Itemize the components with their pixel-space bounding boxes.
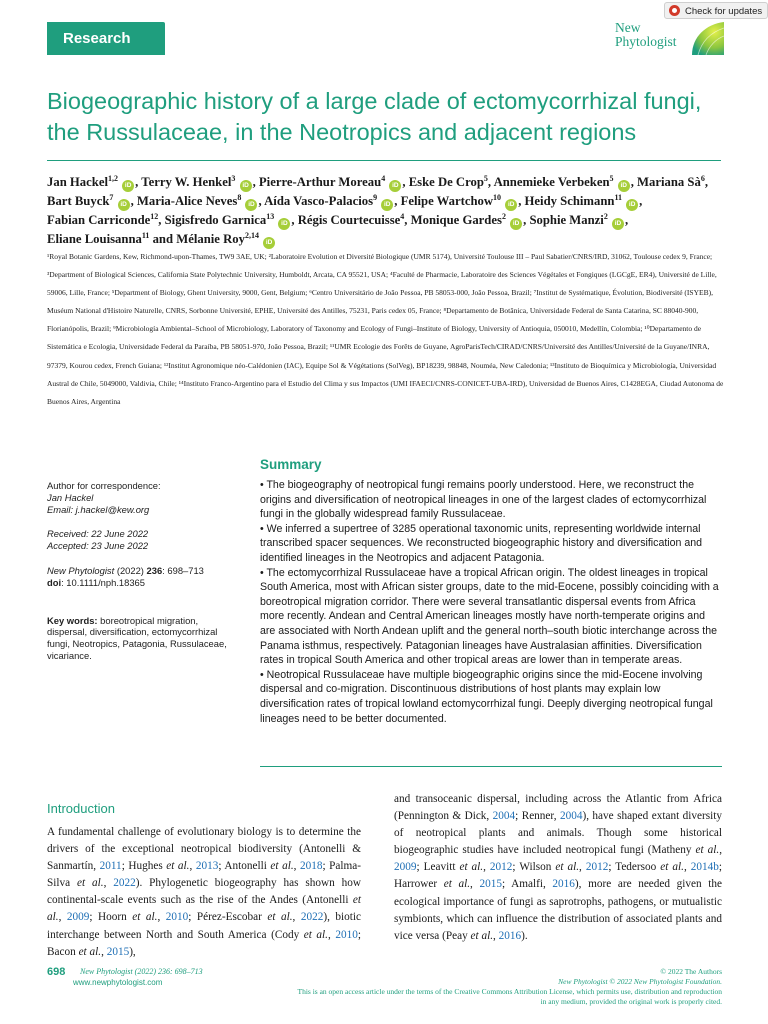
introduction-heading: Introduction: [47, 801, 115, 816]
affiliation-sup: 2,14: [244, 230, 259, 240]
body-text: ,: [683, 861, 691, 874]
et-al: et al.: [459, 861, 484, 874]
journal-logo-line1: New: [615, 20, 641, 35]
body-text: ,: [103, 877, 114, 890]
author: [529, 213, 625, 227]
orcid-icon[interactable]: iD: [626, 199, 638, 211]
citation-link[interactable]: 2004: [492, 810, 516, 823]
author: [298, 213, 405, 227]
copyright-line2: New Phytologist © 2022 New Phytologist Foundation.: [558, 977, 722, 986]
correspondence-label: Author for correspondence:: [47, 480, 161, 491]
body-text: ,: [719, 844, 722, 857]
affiliation-sup: 13: [266, 211, 275, 221]
affiliation-sup: 5: [609, 173, 614, 183]
affiliation-sup: 11: [614, 192, 622, 202]
body-text: A fundamental challenge of evolutionary biology is to determine the drivers of the exceptional neotropical biodiversity (Antonelli & Sanmartín,: [47, 826, 361, 873]
body-text: ; Hoorn: [89, 911, 133, 924]
et-al: et al.: [470, 929, 494, 942]
body-text: ; Tedersoo: [608, 861, 661, 874]
body-text: ; Bacon: [47, 928, 361, 958]
et-al: et al.: [166, 860, 190, 873]
body-text: ,: [101, 945, 107, 958]
author-name: Mariana Sà: [637, 175, 701, 189]
summary-body: [260, 478, 722, 726]
body-text: ), biotic interchange between North and South America (Cody: [47, 911, 362, 941]
body-text: ). Phylogenetic biogeography has shown how continental-scale events such as the rise of the Andes (Antonelli: [47, 877, 361, 907]
author: [141, 175, 252, 189]
orcid-icon[interactable]: iD: [381, 199, 393, 211]
et-al: et al.: [132, 911, 158, 924]
citation-link[interactable]: 2012: [489, 861, 513, 874]
author-name: Pierre-Arthur Moreau: [258, 175, 382, 189]
author: [411, 213, 523, 227]
et-al: et al.: [267, 911, 293, 924]
affiliation-sup: 4: [400, 211, 405, 221]
author-name: Eske De Crop: [408, 175, 484, 189]
author-name: Aída Vasco-Palacios: [264, 194, 374, 208]
summary-bullet: • The ectomycorrhizal Russulaceae have a tropical African origin. The oldest lineages in tropical South America, most with African sister groups, date to the mid-Eocene, possibly coinciding with a boreotropical migration corridor. There were several transatlantic dispersal events from Africa more recently. Andean and Central American lineages mostly have north-temperate origins and are associated with North Andean uplift and the general north–south biotic interchange across the Panama isthmus, respectively. Patagonian lineages have Australasian affinities. Diversification rates in tropical South America and other tropical areas are lower than in temperate areas.: [260, 566, 719, 667]
author: [409, 175, 488, 189]
author-name: Felipe Wartchow: [400, 194, 494, 208]
correspondence-name: Jan Hackel: [47, 491, 94, 503]
author-name: Monique Gardes: [410, 213, 502, 227]
author: [525, 194, 640, 208]
author-name: Eliane Louisanna: [47, 232, 142, 246]
affiliation-sup: 11: [141, 230, 150, 240]
footer-citation: New Phytologist (2022) 236: 698–713: [80, 967, 203, 976]
citation-link[interactable]: 2016: [552, 878, 575, 891]
body-text: ; Renner,: [515, 810, 560, 823]
summary-divider: [260, 766, 722, 767]
affiliation-sup: 2: [501, 211, 506, 221]
citation-link[interactable]: 2016: [498, 929, 522, 942]
article-info-sidebar: [47, 480, 237, 675]
author-name: Sigisfredo Garnica: [164, 213, 267, 227]
keywords-label: Key words:: [47, 614, 98, 626]
body-text: ,: [58, 911, 67, 924]
et-al: et al.: [695, 844, 720, 857]
affiliation-sup: 8: [237, 192, 242, 202]
correspondence-block: [47, 480, 237, 515]
orcid-icon[interactable]: iD: [612, 218, 624, 230]
author: [637, 175, 705, 189]
orcid-icon[interactable]: iD: [510, 218, 522, 230]
body-text: ), have shaped extant diversity of neotropical plants and animals. Though some historical biogeographic studies have included neotropical fungi (Matheny: [394, 810, 722, 857]
citation-link[interactable]: 2009: [66, 911, 90, 924]
affiliation-sup: 3: [231, 173, 236, 183]
author: [137, 194, 259, 208]
citation-journal: New Phytologist: [47, 564, 115, 576]
affiliation-sup: 7: [109, 192, 114, 202]
author-name: Bart Buyck: [47, 194, 110, 208]
doi-value: : 10.1111/nph.18365: [61, 576, 145, 588]
author: [47, 175, 135, 189]
et-al: et al.: [78, 945, 102, 958]
orcid-icon[interactable]: iD: [245, 199, 257, 211]
affiliation-sup: 2: [603, 211, 608, 221]
et-al: et al.: [270, 860, 294, 873]
author: [401, 194, 519, 208]
author-name: Sophie Manzi: [529, 213, 604, 227]
et-al: et al.: [77, 877, 104, 890]
author-name: Mélanie Roy: [176, 232, 245, 246]
orcid-icon[interactable]: iD: [389, 180, 401, 192]
orcid-icon[interactable]: iD: [240, 180, 252, 192]
citation-link[interactable]: 2015: [479, 878, 502, 891]
citation-link[interactable]: 2009: [394, 861, 417, 874]
body-text: ; Palma-Silva: [47, 860, 362, 890]
body-text: ,: [493, 929, 499, 942]
citation-block: [47, 565, 237, 589]
intro-column-right: [394, 791, 722, 945]
body-text: ; Antonelli: [218, 860, 271, 873]
body-text: ,: [328, 928, 336, 941]
check-updates-label: Check for updates: [685, 6, 763, 17]
affiliations: ¹Royal Botanic Gardens, Kew, Richmond-upon-Thames, TW9 3AE, UK; ²Laboratoire Evolution et Diversité Biologique (UMR 5174), Université Toulouse III – Paul Sabatier/CNRS/IRD, 31062, Toulouse cedex 9, France; ³Department of Biological Sciences, California State Polytechnic University, Humboldt, Arcata, CA 95521, USA; ⁴Faculté de Pharmacie, Laboratoire des Sciences Végétales et Fongiques (LGCgE, ER4), Université de Lille, 59006, Lille, France; ⁵Department of Biology, Ghent University, 9000, Gent, Belgium; ⁶Centro Universitário de João Pessoa, PB 58053-000, João Pessoa, Brazil; ⁷Institut de Systématique, Évolution, Biodiversité (ISYEB), Muséum National d'Histoire Naturelle, CNRS, Sorbonne Université, EPHE, Université des Antilles, 75231, Paris cedex 05, France; ⁸Departamento de Botânica, Universidade Federal de Santa Catarina, SC 88040-900, Florianópolis, Brazil; ⁹Microbiología Ambiental–School of Microbiology, Laboratory of Taxonomy and Ecology of Fungi–Institute of Biology, University of Antioquia, 050010, Medellín, Colombia; ¹⁰Departamento de Sistemática e Ecologia, Universidade Federal da Paraíba, PB 58051-970, João Pessoa, Brazil; ¹¹UMR Ecologie des Forêts de Guyane, AgroParisTech/CIRAD/CNRS/Université des Antilles/Université de la Guyane/INRA, 97379, Kourou cedex, French Guiana; ¹²Institut Agronomique néo-Calédonien (IAC), Equipe Sol & Végétations (SolVeg), BP18239, 98848, Nouméa, New Caledonia; ¹³Instituto de Bioquímica y Microbiología, Universidad Austral de Chile, 5049000, Valdivia, Chile; ¹⁴Instituto Franco-Argentino para el Estudio del Clima y sus Impactos (UMI IFAECI/CNRS-CONICET-UBA-IRD), Universidad de Buenos Aires, C1428EGA, Ciudad Autonoma de Buenos Aires, Argentina: [47, 252, 724, 406]
affiliation-sup: 1,2: [107, 173, 118, 183]
affiliation-sup: 4: [381, 173, 386, 183]
body-text: ; Leavitt: [416, 861, 460, 874]
citation-link[interactable]: 2018: [300, 860, 323, 873]
check-for-updates-button[interactable]: [664, 2, 768, 19]
citation-link[interactable]: 2012: [585, 861, 609, 874]
author: [264, 194, 394, 208]
article-title: Biogeographic history of a large clade of ectomycorrhizal fungi, the Russulaceae, in the Neotropics and adjacent regions: [47, 88, 702, 145]
crossmark-icon: [669, 5, 680, 16]
body-text: ).: [521, 929, 528, 942]
body-text: ; Pérez-Escobar: [188, 911, 268, 924]
received-date: Received: 22 June 2022: [47, 528, 149, 540]
et-al: et al.: [443, 878, 471, 891]
summary-bullet: • The biogeography of neotropical fungi remains poorly understood. Here, we reconstruct the origins and diversification of neotropical lineages in one of the largest clades of ectomycorrhizal fungi in the globally widespread family Russulaceae.: [260, 479, 707, 521]
summary-heading: Summary: [260, 457, 322, 472]
footer-copyright: [290, 967, 722, 1007]
affiliation-sup: 6: [700, 173, 705, 183]
affiliation-sup: 9: [373, 192, 378, 202]
summary-bullet: • We inferred a supertree of 3285 operational taxonomic units, representing worldwide internal transcribed spacer sequences. We reconstructed biogeographic history and diversification and identified lineages in the Neotropics and adjacent Patagonia.: [260, 522, 703, 564]
body-text: ; Harrower: [394, 861, 723, 891]
affiliation-sup: 12: [150, 211, 159, 221]
body-text: ,: [292, 911, 301, 924]
citation-link[interactable]: 2014b: [690, 861, 719, 874]
body-text: ; Amalfi,: [501, 878, 553, 891]
author-name: Terry W. Henkel: [141, 175, 232, 189]
citation-link[interactable]: 2004: [559, 810, 583, 823]
body-text: ,: [293, 860, 300, 873]
body-text: and transoceanic dispersal, including across the Atlantic from Africa (Pennington & Dick,: [394, 793, 722, 823]
citation-link[interactable]: 2011: [99, 860, 122, 873]
affiliation-sup: 5: [483, 173, 488, 183]
copyright-line1: © 2022 The Authors: [660, 967, 722, 976]
citation-year: (2022): [114, 564, 147, 576]
footer-url[interactable]: www.newphytologist.com: [73, 978, 163, 987]
journal-logo-line2: Phytologist: [615, 34, 677, 49]
citation-link[interactable]: 2022: [113, 877, 136, 890]
accepted-date: Accepted: 23 June 2022: [47, 540, 149, 552]
citation-pages: : 698–713: [162, 564, 204, 576]
et-al: et al.: [303, 928, 328, 941]
citation: [47, 565, 237, 577]
citation-link[interactable]: 2015: [106, 945, 130, 958]
author-name: Heidy Schimann: [524, 194, 615, 208]
summary-bullet: • Neotropical Russulaceae have multiple biogeographic origins since the mid-Eocene involving dispersal and co-migration. Discontinuous distributions of host plants may explain low diversification rates of tropical lowland ectomycorrhizal fungi. Deeply diverging neotropical fungal lineages need to be better documented.: [260, 668, 713, 725]
orcid-icon[interactable]: iD: [122, 180, 134, 192]
et-al: et al.: [47, 894, 361, 924]
orcid-icon[interactable]: iD: [618, 180, 630, 192]
intro-column-left: [47, 824, 361, 961]
author: [176, 232, 276, 246]
orcid-icon[interactable]: iD: [505, 199, 517, 211]
author: [494, 175, 631, 189]
body-text: ,: [189, 860, 196, 873]
title-divider: [47, 160, 721, 161]
body-text: ; Wilson: [512, 861, 556, 874]
doi-label: doi: [47, 576, 62, 588]
body-text: ,: [579, 861, 586, 874]
author: [165, 213, 292, 227]
author-name: Régis Courtecuisse: [297, 213, 401, 227]
body-text: ; Hughes: [121, 860, 167, 873]
body-text: ), more are needed given the ecological importance of fungi as saprotrophs, pathogens, or mutualistic symbionts, which can influence the distribution of associated plants and vice versa (Peay: [394, 878, 723, 942]
doi[interactable]: [47, 577, 237, 589]
body-text: ),: [129, 945, 136, 958]
orcid-icon[interactable]: iD: [278, 218, 290, 230]
author: [47, 232, 149, 246]
body-text: ,: [483, 861, 490, 874]
citation-link[interactable]: 2022: [300, 911, 324, 924]
citation-volume: 236: [146, 564, 163, 576]
correspondence-email[interactable]: Email: j.hackel@kew.org: [47, 503, 150, 515]
et-al: et al.: [555, 861, 580, 874]
keywords-block: [47, 615, 237, 662]
body-text: ,: [470, 878, 480, 891]
author-name: Maria-Alice Neves: [136, 194, 238, 208]
author-list: Jan Hackel$^{1,2}$ iD , Terry W. Henkel$^3$ iD , Pierre-Arthur Moreau$^4$ iD , Eske De Crop$^5$, Annemieke Verbeken$^5$ iD , Mariana $Sà^6$, Bart Buyck$^7$ iD , Maria-Alice Neves$^8$ iD , Aída Vasco-Palacios$^9$ iD , Felipe Wartchow$^{10}$ iD , Heidy Schimann$^{11}$ iD , Fabian Carriconde$^{12}$, Sigisfredo Garnica$^{13}$ iD , Régis Courtecuisse$^4$, Monique Gardes$^2$ iD , Sophie Manzi$^2$ iD , Eliane Louisanna$^{11}$ and Mélanie Roy$^{2,14}$ iD: [47, 173, 727, 249]
author-name: Fabian Carriconde: [47, 213, 151, 227]
orcid-icon[interactable]: iD: [118, 199, 130, 211]
citation-link[interactable]: 2010: [165, 911, 189, 924]
citation-link[interactable]: 2013: [195, 860, 219, 873]
section-tab: Research: [47, 22, 165, 55]
author: [47, 194, 131, 208]
author: [259, 175, 402, 189]
author: [47, 213, 158, 227]
dates-block: [47, 528, 237, 552]
author-name: Jan Hackel: [47, 175, 108, 189]
keywords: boreotropical migration, dispersal, diversification, ectomycorrhizal fungi, Neotropics, Patagonia, Russulaceae, vicariance.: [47, 614, 227, 661]
orcid-icon[interactable]: iD: [263, 237, 275, 249]
body-text: ,: [157, 911, 166, 924]
et-al: et al.: [660, 861, 684, 874]
page-number: 698: [47, 966, 66, 978]
journal-emblem-icon: [678, 22, 724, 55]
author-name: Annemieke Verbeken: [493, 175, 610, 189]
affiliation-sup: 10: [493, 192, 502, 202]
license-text: This is an open access article under the terms of the Creative Commons Attribution License, which permits use, distribution and reproduction in any medium, provided the original work is properly cited.: [297, 987, 722, 1006]
citation-link[interactable]: 2010: [335, 928, 358, 941]
